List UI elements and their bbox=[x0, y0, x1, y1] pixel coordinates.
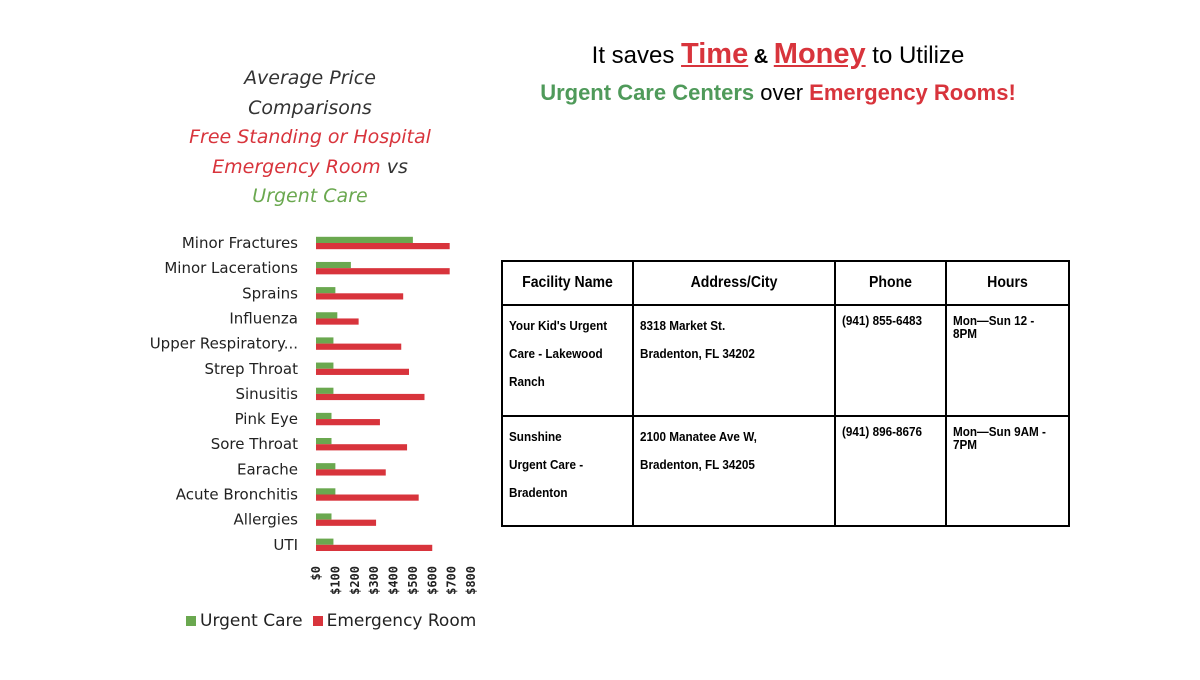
bar-urgent-care bbox=[316, 539, 333, 545]
category-label: Sprains bbox=[242, 284, 298, 303]
legend-item-urgent-care bbox=[186, 611, 303, 631]
hours-line: Mon—Sun 12 - bbox=[953, 313, 1035, 328]
bar-emergency-room bbox=[316, 545, 432, 551]
category-label: Pink Eye bbox=[234, 410, 298, 429]
bar-urgent-care bbox=[316, 488, 335, 494]
bar-urgent-care bbox=[316, 388, 333, 394]
phone-cell bbox=[835, 305, 946, 416]
table-header-row bbox=[502, 261, 1069, 305]
address-cell bbox=[633, 305, 835, 416]
bar-urgent-care bbox=[316, 312, 337, 318]
category-label: Allergies bbox=[233, 510, 298, 529]
address-line: 2100 Manatee Ave W, bbox=[640, 428, 757, 444]
bar-urgent-care bbox=[316, 463, 335, 469]
facility-name-line: Your Kid's Urgent bbox=[509, 318, 608, 333]
bar-emergency-room bbox=[316, 293, 403, 299]
header-phone: Phone bbox=[842, 261, 940, 305]
x-tick-label: $800 bbox=[464, 566, 478, 595]
x-tick-label: $100 bbox=[328, 566, 343, 595]
category-label: Minor Lacerations bbox=[164, 259, 298, 278]
headline-line-2 bbox=[478, 80, 1078, 106]
category-label: Strep Throat bbox=[204, 359, 298, 378]
bar-emergency-room bbox=[316, 495, 419, 501]
bar-emergency-room bbox=[316, 318, 359, 324]
header-address-city: Address/City bbox=[645, 261, 823, 305]
facility-name-line: Sunshine bbox=[509, 428, 562, 444]
headline-post: to Utilize bbox=[865, 42, 965, 69]
headline-pre: It saves bbox=[591, 42, 682, 69]
facility-name-line: Care - Lakewood bbox=[509, 346, 603, 361]
address-line: Bradenton, FL 34202 bbox=[640, 346, 755, 361]
legend-label-emergency-room: Emergency Room bbox=[326, 611, 477, 631]
x-tick-label: $200 bbox=[347, 566, 362, 595]
phone-number: (941) 896-8676 bbox=[842, 423, 923, 439]
price-comparison-chart bbox=[0, 0, 480, 610]
hours-line: Mon—Sun 9AM - bbox=[953, 423, 1046, 439]
category-label: Minor Fractures bbox=[181, 234, 298, 252]
x-tick-label: $500 bbox=[405, 566, 420, 595]
bar-urgent-care bbox=[316, 287, 335, 293]
facility-name-cell bbox=[502, 416, 633, 527]
hours-line: 8PM bbox=[953, 326, 978, 341]
bar-urgent-care bbox=[316, 262, 351, 268]
address-line: Bradenton, FL 34205 bbox=[640, 456, 755, 472]
bar-emergency-room bbox=[316, 444, 407, 450]
chart-title-line-2: Comparisons bbox=[248, 96, 372, 119]
chart-legend bbox=[186, 611, 486, 631]
bar-emergency-room bbox=[316, 419, 380, 425]
bar-emergency-room bbox=[316, 520, 376, 526]
chart-title-line-3: Free Standing or Hospital bbox=[189, 126, 431, 148]
hours-cell bbox=[946, 416, 1069, 527]
category-label: Influenza bbox=[229, 309, 298, 328]
x-tick-label: $600 bbox=[425, 566, 440, 595]
x-tick-label: $0 bbox=[309, 566, 323, 581]
category-label: Sore Throat bbox=[210, 435, 298, 454]
facility-name-line: Bradenton bbox=[509, 484, 568, 500]
hours-line: 7PM bbox=[953, 436, 978, 452]
facility-table bbox=[501, 260, 1070, 527]
legend-label-urgent-care: Urgent Care bbox=[200, 611, 303, 631]
address-cell bbox=[633, 416, 835, 527]
header-facility-name: Facility Name bbox=[510, 261, 625, 305]
x-tick-label: $300 bbox=[367, 566, 382, 595]
category-label: Acute Bronchitis bbox=[175, 485, 298, 504]
facility-name-line: Urgent Care - bbox=[509, 456, 584, 472]
header-hours: Hours bbox=[953, 261, 1061, 305]
headline-over: over bbox=[754, 80, 810, 105]
bar-emergency-room bbox=[316, 369, 409, 375]
x-tick-label: $700 bbox=[444, 566, 459, 595]
x-tick-label: $400 bbox=[386, 566, 401, 595]
category-label: Earache bbox=[236, 460, 298, 479]
bar-urgent-care bbox=[316, 413, 332, 419]
table-row bbox=[502, 416, 1069, 527]
bar-urgent-care bbox=[316, 237, 413, 243]
legend-swatch-urgent-care bbox=[186, 616, 196, 626]
headline-emergency-rooms: Emergency Rooms! bbox=[809, 80, 1016, 105]
phone-cell bbox=[835, 416, 946, 527]
category-label: Upper Respiratory... bbox=[149, 334, 298, 353]
bar-emergency-room bbox=[316, 344, 401, 350]
headline-time: Time bbox=[681, 38, 749, 70]
chart-title-line-5: Urgent Care bbox=[252, 185, 368, 207]
chart-title-line-4-red: Emergency Room bbox=[212, 155, 381, 178]
table-row bbox=[502, 305, 1069, 416]
legend-swatch-emergency-room bbox=[313, 616, 323, 626]
legend-item-emergency-room bbox=[313, 611, 477, 631]
phone-number: (941) 855-6483 bbox=[842, 313, 923, 328]
bar-urgent-care bbox=[316, 438, 332, 444]
hours-cell bbox=[946, 305, 1069, 416]
headline-amp: & bbox=[748, 46, 774, 68]
facility-name-cell bbox=[502, 305, 633, 416]
chart-title-line-4-vs: vs bbox=[380, 155, 408, 178]
category-label: Sinusitis bbox=[235, 384, 298, 403]
bar-urgent-care bbox=[316, 363, 333, 369]
bar-emergency-room bbox=[316, 243, 450, 249]
chart-title-line-1: Average Price bbox=[244, 67, 376, 89]
address-line: 8318 Market St. bbox=[640, 318, 726, 333]
bar-urgent-care bbox=[316, 337, 333, 343]
headline-urgent-care-centers: Urgent Care Centers bbox=[540, 80, 755, 105]
bar-urgent-care bbox=[316, 513, 332, 519]
bar-emergency-room bbox=[316, 268, 450, 274]
bar-emergency-room bbox=[316, 469, 386, 475]
headline-line-1 bbox=[478, 38, 1078, 71]
bar-emergency-room bbox=[316, 394, 425, 400]
facility-name-line: Ranch bbox=[509, 374, 545, 389]
category-label: UTI bbox=[273, 535, 298, 554]
headline-money: Money bbox=[773, 38, 866, 70]
